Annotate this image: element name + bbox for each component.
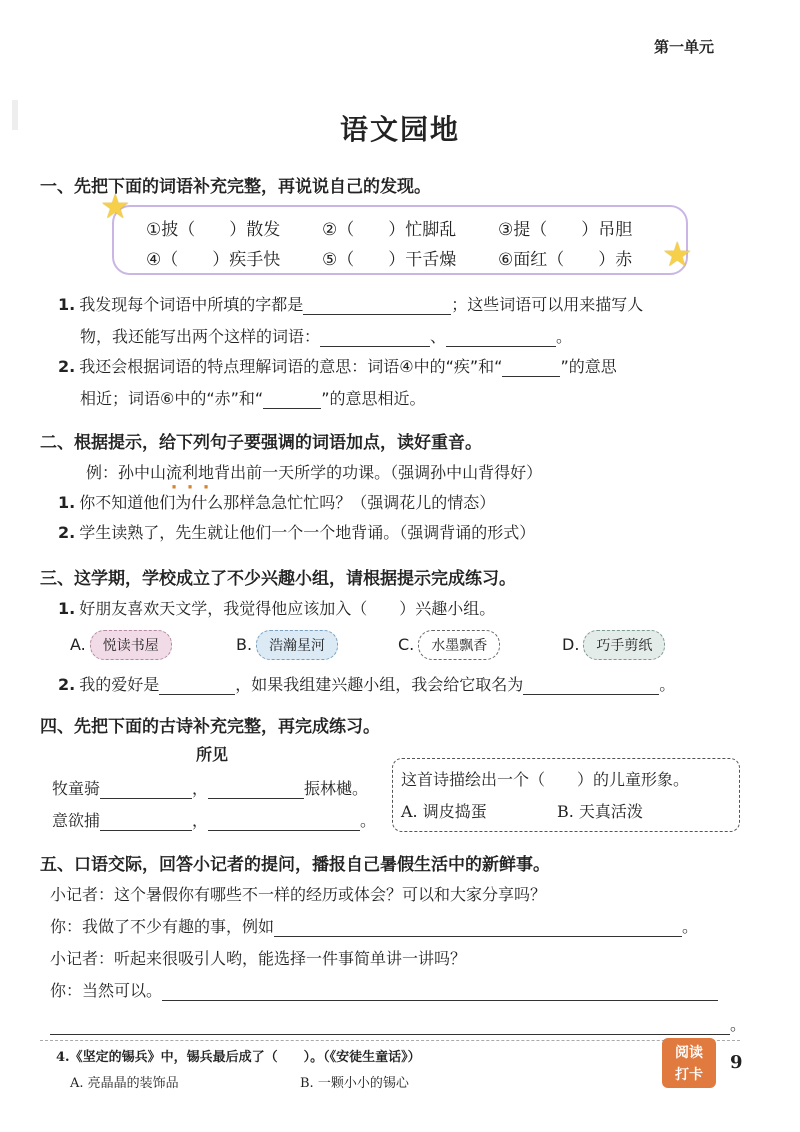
word-row-2	[146, 245, 674, 270]
answer-blank[interactable]	[100, 782, 192, 799]
option-pill: 浩瀚星河	[256, 630, 338, 660]
dialog-line-5: 。	[50, 1012, 746, 1035]
answer-blank[interactable]	[446, 330, 556, 347]
option-pill: 巧手剪纸	[583, 630, 665, 660]
word-row-1	[146, 215, 674, 240]
s3-question-1: 1. 好朋友喜欢天文学，我觉得他应该加入（ ）兴趣小组。	[58, 599, 496, 618]
option-pill: 水墨飘香	[418, 630, 500, 660]
s3-question-2: 2. 我的爱好是 ，如果我组建兴趣小组，我会给它取名为 。	[58, 675, 676, 694]
word-item[interactable]: ②（ ）忙脚乱	[322, 220, 457, 240]
option-b[interactable]: B. 浩瀚星河	[236, 630, 338, 660]
section-5-heading: 五、口语交际，回答小记者的提问，播报自己暑假生活中的新鲜事。	[40, 855, 550, 875]
dialog-line-2: 你：我做了不少有趣的事，例如 。	[50, 917, 699, 936]
section-4-heading: 四、先把下面的古诗补充完整，再完成练习。	[40, 717, 380, 737]
s1-question-1: 1. 我发现每个词语中所填的字都是 ；这些词语可以用来描写人	[58, 295, 644, 314]
answer-blank[interactable]	[208, 782, 304, 799]
poem-question: 这首诗描绘出一个（ ）的儿童形象。	[401, 770, 690, 789]
emphasized-char: 地	[198, 463, 215, 482]
s1-question-2: 2. 我还会根据词语的特点理解词语的意思：词语④中的“疾”和“ ”的意思	[58, 357, 617, 376]
answer-blank[interactable]	[208, 814, 360, 831]
word-item[interactable]: ①披（ ）散发	[146, 220, 281, 240]
option-a[interactable]: A. 悦读书屋	[70, 630, 172, 660]
section-1-heading: 一、先把下面的词语补充完整，再说说自己的发现。	[40, 177, 431, 197]
option-d[interactable]: D. 巧手剪纸	[562, 630, 665, 660]
star-icon: ★	[100, 187, 131, 227]
answer-blank[interactable]	[502, 360, 560, 377]
option-pill: 悦读书屋	[90, 630, 172, 660]
word-fill-box	[100, 187, 693, 275]
page-number: 9	[730, 1052, 743, 1073]
poem-option-a[interactable]: A. 调皮捣蛋	[401, 802, 487, 821]
star-icon: ★	[662, 235, 693, 275]
s2-example: 例：孙中山流利地背出前一天所学的功课。（强调孙中山背得好）	[86, 463, 543, 482]
poem-question-box	[392, 758, 740, 832]
poem-title: 所见	[196, 745, 229, 764]
poem-line-2: 意欲捕 ， 。	[52, 811, 377, 830]
answer-blank[interactable]	[274, 920, 682, 937]
s1-question-1-cont: 物，我还能写出两个这样的词语： 、 。	[80, 327, 573, 346]
footer-divider	[40, 1040, 740, 1041]
answer-blank[interactable]	[162, 984, 718, 1001]
option-c[interactable]: C. 水墨飘香	[398, 630, 500, 660]
answer-blank[interactable]	[100, 814, 192, 831]
answer-blank[interactable]	[159, 678, 235, 695]
word-item[interactable]: ③提（ ）吊胆	[498, 220, 633, 240]
section-2-heading: 二、根据提示，给下列句子要强调的词语加点，读好重音。	[40, 433, 482, 453]
answer-blank[interactable]	[320, 330, 430, 347]
answer-blank[interactable]	[50, 1018, 730, 1035]
s2-question-1[interactable]: 1. 你不知道他们为什么那样急急忙忙吗？（强调花儿的情态）	[58, 493, 496, 512]
footer-option-a[interactable]: A. 亮晶晶的装饰品	[70, 1076, 179, 1091]
reading-checkin-badge: 阅读 打卡	[662, 1038, 716, 1088]
emphasized-char: 流	[166, 463, 183, 482]
dialog-line-3: 小记者：听起来很吸引人哟，能选择一件事简单讲一讲吗？	[50, 949, 467, 968]
emphasized-char: 利	[182, 463, 199, 482]
dialog-line-1: 小记者：这个暑假你有哪些不一样的经历或体会？可以和大家分享吗？	[50, 885, 547, 904]
poem-option-b[interactable]: B. 天真活泼	[557, 802, 643, 821]
unit-label: 第一单元	[654, 38, 715, 56]
poem-line-1: 牧童骑 ， 振林樾。	[52, 779, 369, 798]
footer-question: 4.《坚定的锡兵》中，锡兵最后成了（ ）。（《安徒生童话》）	[56, 1050, 421, 1065]
s2-question-2[interactable]: 2. 学生读熟了，先生就让他们一个一个地背诵。（强调背诵的形式）	[58, 523, 536, 542]
page-title: 语文园地	[339, 113, 460, 146]
word-item[interactable]: ④（ ）疾手快	[146, 250, 281, 270]
section-3-heading: 三、这学期，学校成立了不少兴趣小组，请根据提示完成练习。	[40, 569, 516, 589]
answer-blank[interactable]	[523, 678, 659, 695]
answer-blank[interactable]	[263, 392, 321, 409]
dialog-line-4: 你：当然可以。	[50, 978, 718, 1001]
answer-blank[interactable]	[303, 298, 451, 315]
word-item[interactable]: ⑥面红（ ）赤	[498, 250, 633, 270]
footer-option-b[interactable]: B. 一颗小小的锡心	[300, 1076, 409, 1091]
word-item[interactable]: ⑤（ ）干舌燥	[322, 250, 457, 270]
s1-question-2-cont: 相近；词语⑥中的“赤”和“ ”的意思相近。	[80, 389, 426, 408]
